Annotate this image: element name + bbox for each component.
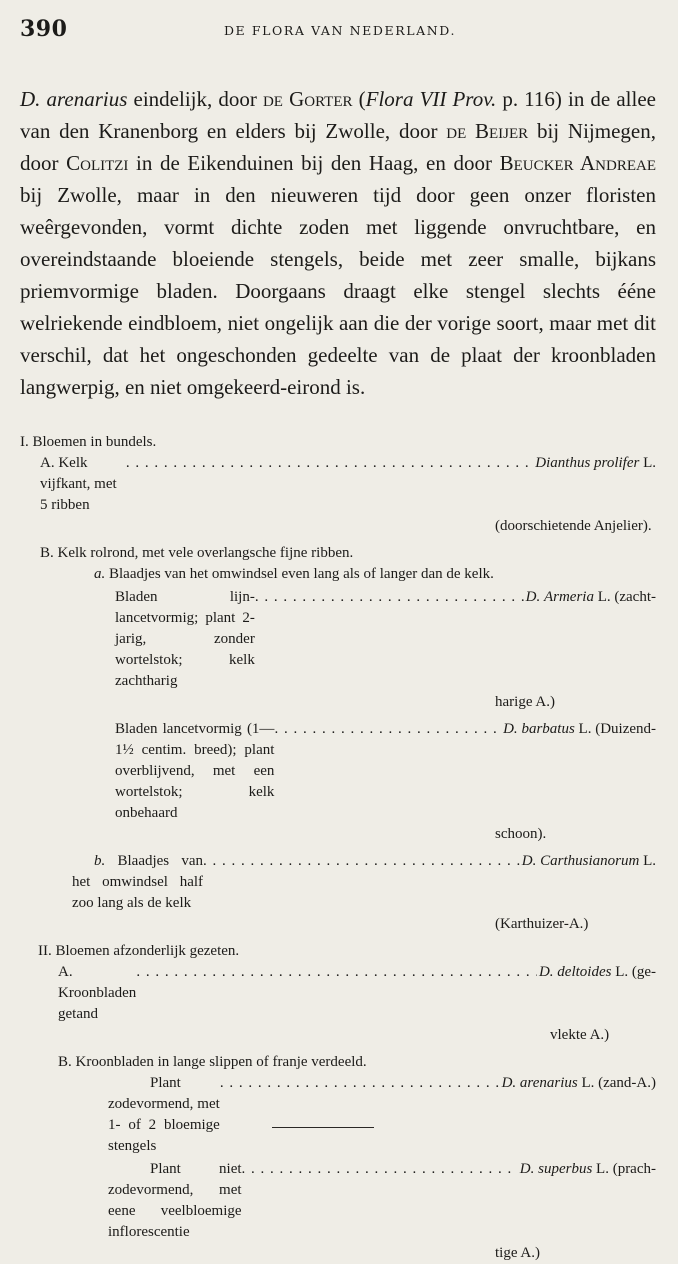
author-name: Colitzi — [66, 151, 129, 175]
common-name: vlekte A.) — [550, 1027, 610, 1043]
key-entry-deltoides: A. Kroonbladen getand . . . D. deltoides L. (ge- — [58, 962, 656, 1025]
key-entry-carthusianorum: b. Blaadjes van het omwindsel half zoo lang als de kelk . . . D. Carthusianorum L. — [72, 851, 656, 914]
key-entry-prolifer — [40, 453, 656, 516]
key-heading-IIB: B. Kroonbladen in lange slippen of franje verdeeld. — [58, 1054, 367, 1070]
key-result: Dianthus prolifer L. — [535, 455, 656, 471]
page-number: 390 — [20, 16, 68, 42]
common-name: (doorschietende Anjelier). — [495, 518, 652, 534]
identification-key — [20, 432, 656, 1264]
key-result: D. deltoides L. (ge- — [538, 964, 656, 980]
common-name: harige A.) — [495, 694, 555, 710]
key-result: D. arenarius L. (zand-A.) — [501, 1075, 656, 1091]
closing-rule — [272, 1127, 374, 1128]
leader-dots — [203, 851, 520, 872]
leader-dots — [220, 1073, 500, 1094]
key-result: D. barbatus L. (Duizend- — [503, 721, 656, 737]
key-heading-B: B. Kelk rolrond, met vele overlangsche fijne ribben. — [40, 545, 354, 561]
leader-dots — [126, 453, 533, 474]
key-subheading-a: a. Blaadjes van het omwindsel even lang als of langer dan de kelk. — [94, 566, 494, 582]
flora-reference: Flora VII Prov. — [365, 87, 497, 111]
common-name: tige A.) — [495, 1245, 540, 1261]
body-paragraph — [20, 83, 656, 403]
leader-dots — [242, 1159, 518, 1180]
author-name: de Gorter — [262, 87, 353, 111]
paragraph-text: ( — [352, 87, 366, 111]
key-result: D. Carthusianorum L. — [521, 853, 656, 869]
leader-dots — [274, 719, 501, 740]
author-name: de Beijer — [446, 119, 529, 143]
leader-dots — [255, 587, 524, 608]
key-text: A. Kelk vijfkant, met 5 ribben — [40, 455, 117, 513]
paragraph-text: in de Eikenduinen bij den Haag, en door — [128, 151, 500, 175]
author-name: Beucker Andreae — [499, 151, 657, 175]
paragraph-text: bij Nijmegen, door — [20, 119, 656, 175]
key-entry-arenarius: Plant zodevormend, met 1- of 2 bloemige stengels . . . D. arenarius L. (zand-A.) — [108, 1073, 656, 1157]
key-entry-armeria: Bladen lijn-lancetvormig; plant 2-jarig, zonder wortelstok; kelk zachtharig . . . D. Armeria L. (zacht- — [115, 587, 656, 692]
common-name: (Karthuizer-A.) — [495, 916, 589, 932]
page-header — [20, 16, 660, 46]
key-result: D. Armeria L. (zacht- — [525, 589, 656, 605]
key-entry-superbus: Plant niet zodevormend, met eene veelbloemige inflorescentie . . . D. superbus L. (prach- — [108, 1159, 656, 1243]
key-result: D. superbus L. (prach- — [519, 1161, 656, 1177]
key-heading-I: I. Bloemen in bundels. — [20, 434, 157, 450]
leader-dots — [136, 962, 537, 983]
common-name: schoon). — [495, 826, 547, 842]
running-title: DE FLORA VAN NEDERLAND. — [223, 23, 457, 38]
paragraph-text: p. 116) in de allee van den Kranenborg en elders bij Zwolle, door — [20, 87, 656, 143]
paragraph-text: eindelijk, door — [127, 87, 263, 111]
key-heading-II: II. Bloemen afzonderlijk gezeten. — [38, 943, 240, 959]
species-name: D. arenarius — [20, 87, 128, 111]
paragraph-text: bij Zwolle, maar in den nieuweren tijd door geen onzer floristen weêrgevonden, vormt dichte zoden met liggende onvruchtbare, en overeindstaande bloeiende stengels, beide met zeer smalle, bijkans priemvormige bladen. Doorgaans draagt elke stengel slechts ééne welriekende eindbloem, niet ongelijk aan die der vorige soort, maar met dit verschil, dat het ongeschonden gedeelte van de plaat der kroonbladen langwerpig, en niet omgekeerd-eirond is. — [20, 183, 656, 399]
key-entry-barbatus: Bladen lancetvormig (1—1½ centim. breed); plant overblijvend, met een wortelstok; kelk onbehaard . . . D. barbatus L. (Duizend- — [115, 719, 656, 824]
